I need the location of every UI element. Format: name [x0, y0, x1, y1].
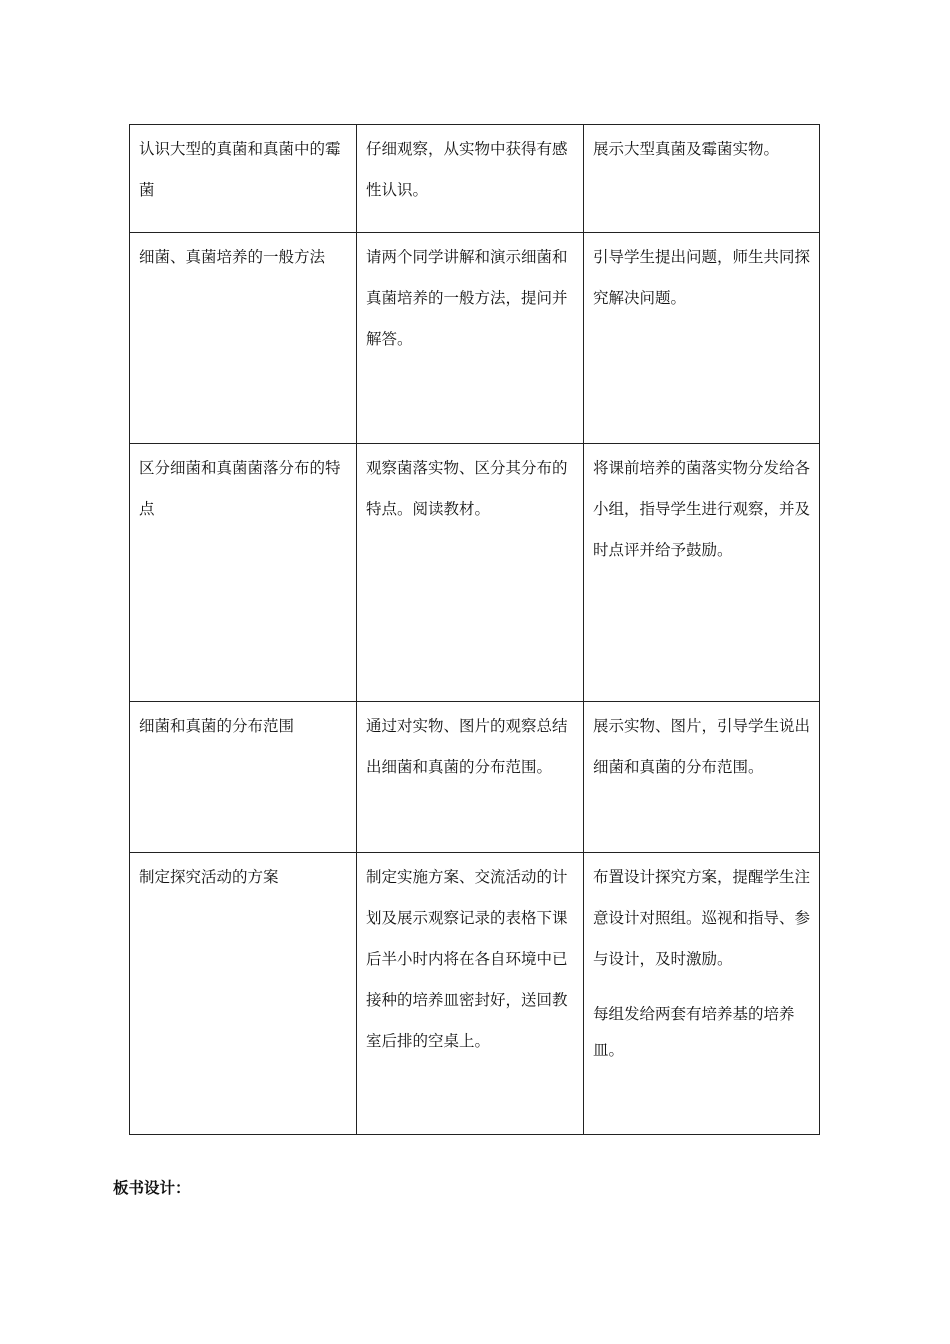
- student-activity-text: 观察菌落实物、区分其分布的特点。阅读教材。: [366, 459, 568, 518]
- topic-text: 细菌、真菌培养的一般方法: [139, 248, 326, 266]
- table-row: [130, 702, 820, 853]
- teacher-activity-text: 布置设计探究方案，提醒学生注意设计对照组。巡视和指导、参与设计，及时激励。: [593, 868, 811, 968]
- teacher-activity-cell: [584, 853, 820, 1135]
- topic-text: 区分细菌和真菌菌落分布的特点: [139, 459, 341, 518]
- table-row: [130, 125, 820, 233]
- topic-text: 认识大型的真菌和真菌中的霉菌: [139, 140, 341, 199]
- teacher-activity-text: 将课前培养的菌落实物分发给各小组，指导学生进行观察，并及时点评并给予鼓励。: [593, 459, 811, 559]
- student-activity-cell: [357, 444, 584, 702]
- teacher-activity-cell: [584, 702, 820, 853]
- table-row: [130, 233, 820, 444]
- topic-cell: [130, 233, 357, 444]
- topic-cell: [130, 853, 357, 1135]
- table-row: [130, 853, 820, 1135]
- topic-cell: [130, 444, 357, 702]
- student-activity-text: 通过对实物、图片的观察总结出细菌和真菌的分布范围。: [366, 717, 568, 776]
- student-activity-text: 制定实施方案、交流活动的计划及展示观察记录的表格下课后半小时内将在各自环境中已接种的培养皿密封好，送回教室后排的空桌上。: [366, 868, 568, 1050]
- teacher-activity-cell: [584, 444, 820, 702]
- teacher-activity-text: 引导学生提出问题，师生共同探究解决问题。: [593, 248, 811, 307]
- student-activity-cell: [357, 125, 584, 233]
- teacher-activity-text: 展示实物、图片，引导学生说出细菌和真菌的分布范围。: [593, 717, 811, 776]
- lesson-activity-table: [129, 124, 820, 1135]
- topic-cell: [130, 125, 357, 233]
- student-activity-text: 请两个同学讲解和演示细菌和真菌培养的一般方法，提问并解答。: [366, 248, 568, 348]
- student-activity-text: 仔细观察，从实物中获得有感性认识。: [366, 140, 568, 199]
- board-design-heading: 板书设计：: [113, 1178, 191, 1197]
- teacher-activity-cell: [584, 125, 820, 233]
- student-activity-cell: [357, 702, 584, 853]
- topic-text: 细菌和真菌的分布范围: [139, 717, 295, 735]
- table-row: [130, 444, 820, 702]
- teacher-activity-cell: [584, 233, 820, 444]
- teacher-activity-text: 展示大型真菌及霉菌实物。: [593, 140, 780, 158]
- teacher-activity-note: 每组发给两套有培养基的培养皿。: [593, 1005, 795, 1059]
- student-activity-cell: [357, 233, 584, 444]
- topic-text: 制定探究活动的方案: [139, 868, 279, 886]
- student-activity-cell: [357, 853, 584, 1135]
- topic-cell: [130, 702, 357, 853]
